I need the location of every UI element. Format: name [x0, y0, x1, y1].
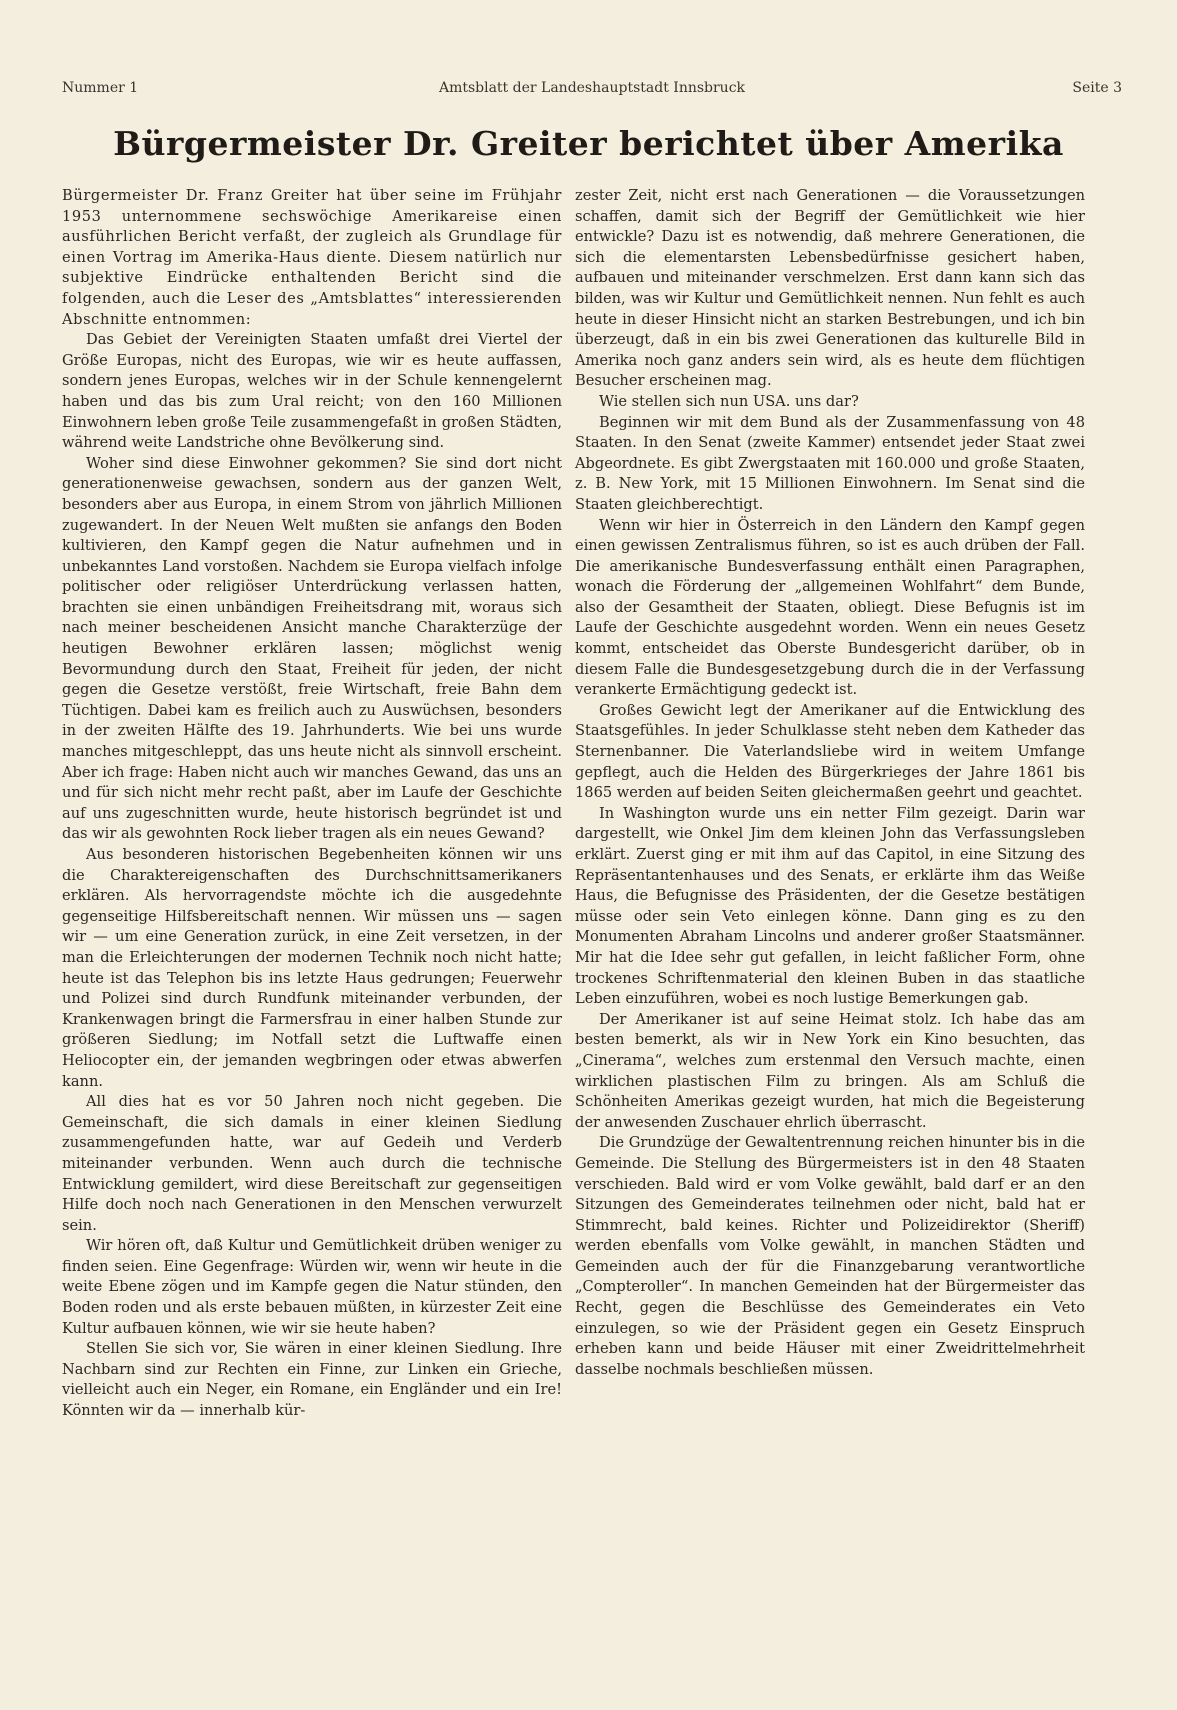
paragraph: Das Gebiet der Vereinigten Staaten umfaßt drei Viertel der Größe Europas, nicht des Europas, wie wir es heute auffassen, sondern jenes Europas, welches wir in der Schule kennengelernt haben und das bis zum Ural reicht; von den 160 Millionen Einwohnern leben große Teile zusammengefaßt in großen Städten, während weite Landstriche ohne Bevölkerung sind.: [62, 331, 562, 452]
paragraph: Großes Gewicht legt der Amerikaner auf die Entwicklung des Staatsgefühles. In jeder Schulklasse steht neben dem Katheder das Sternenbanner. Die Vaterlandsliebe wird in weitem Umfange gepflegt, auch die Helden des Bürgerkrieges der Jahre 1861 bis 1865 werden auf beiden Seiten gleichermaßen geehrt und geachtet.: [575, 701, 1085, 802]
issue-number: Nummer 1: [62, 80, 139, 96]
paragraph: All dies hat es vor 50 Jahren noch nicht gegeben. Die Gemeinschaft, die sich damals in einer kleinen Siedlung zusammengefunden hatte, war auf Gedeih und Verderb miteinander verbunden. Wenn auch durch die technische Entwicklung gemildert, wird diese Bereitschaft zur gegenseitigen Hilfe doch noch nach Generationen in den Menschen verwurzelt sein.: [62, 1093, 562, 1234]
page-number: Seite 3: [1072, 80, 1122, 96]
paragraph: Wie stellen sich nun USA. uns dar?: [599, 392, 859, 410]
right-column: [575, 186, 1085, 1380]
paragraph: Stellen Sie sich vor, Sie wären in einer kleinen Siedlung. Ihre Nachbarn sind zur Rechten ein Finne, zur Linken ein Grieche, vielleicht auch ein Neger, ein Romane, ein Engländer und ein Ire! Könnten wir da — innerhalb kür-: [62, 1340, 562, 1420]
paragraph: In Washington wurde uns ein netter Film gezeigt. Darin war dargestellt, wie Onkel Jim dem kleinen John das Verfassungsleben erklärt. Zuerst ging er mit ihm auf das Capitol, in eine Sitzung des Repräsentantenhauses und des Senats, er erklärte ihm das Weiße Haus, die Befugnisse des Präsidenten, der die Gesetze bestätigen müsse oder sein Veto einlegen könne. Dann ging es zu den Monumenten Abraham Lincolns und anderer großer Staatsmänner. Mir hat die Idee sehr gut gefallen, in leicht faßlicher Form, ohne trockenes Schriftenmaterial den kleinen Buben in das staatliche Leben einzuführen, wobei es noch lustige Bemerkungen gab.: [575, 804, 1085, 1008]
paragraph-continued: zester Zeit, nicht erst nach Generationen — die Voraussetzungen schaffen, damit sich der Begriff der Gemütlichkeit wie hier entwickle? Dazu ist es notwendig, daß mehrere Generationen, die sich die elementarsten Lebensbedürfnisse gesichert haben, aufbauen und miteinander verschmelzen. Erst dann kann sich das bilden, was wir Kultur und Gemütlichkeit nennen. Nun fehlt es auch heute in dieser Hinsicht nicht an starken Bestrebungen, und ich bin überzeugt, daß in ein bis zwei Generationen das kulturelle Bild in Amerika noch ganz anders sein wird, als es heute dem flüchtigen Besucher erscheinen mag.: [575, 187, 1085, 390]
left-column: [62, 186, 562, 1422]
paragraph: Beginnen wir mit dem Bund als der Zusammenfassung von 48 Staaten. In den Senat (zweite Kammer) entsendet jeder Staat zwei Abgeordnete. Es gibt Zwergstaaten mit 160.000 und große Staaten, z. B. New York, mit 15 Millionen Einwohnern. Im Senat sind die Staaten gleichberechtigt.: [575, 413, 1085, 513]
paragraph: Wir hören oft, daß Kultur und Gemütlichkeit drüben weniger zu finden seien. Eine Gegenfrage: Würden wir, wenn wir heute in die weite Ebene zögen und im Kampfe gegen die Natur stünden, den Boden roden und als erste bebauen müßten, in kürzester Zeit eine Kultur aufbauen können, wie wir sie heute haben?: [62, 1237, 562, 1337]
paragraph: Die Grundzüge der Gewaltentrennung reichen hinunter bis in die Gemeinde. Die Stellung des Bürgermeisters ist in den 48 Staaten verschieden. Bald wird er vom Volke gewählt, bald darf er an den Sitzungen des Gemeinderates teilnehmen oder nicht, bald hat er Stimmrecht, bald keines. Richter und Polizeidirektor (Sheriff) werden ebenfalls vom Volke gewählt, in manchen Städten und Gemeinden auch der für die Finanzgebarung verantwortliche „Compteroller“. In manchen Gemeinden hat der Bürgermeister das Recht, gegen die Beschlüsse des Gemeinderates ein Veto einzulegen, so wie der Präsident gegen ein Gesetz Einspruch erheben kann und beide Häuser mit einer Zweidrittelmehrheit dasselbe nochmals beschließen müssen.: [575, 1134, 1085, 1378]
paragraph: Wenn wir hier in Österreich in den Ländern den Kampf gegen einen gewissen Zentralismus führen, so ist es auch drüben der Fall. Die amerikanische Bundesverfassung enthält einen Paragraphen, wonach die Förderung der „allgemeinen Wohlfahrt“ dem Bunde, also der Gesamtheit der Staaten, obliegt. Diese Befugnis ist im Laufe der Geschichte ausgedehnt worden. Wenn ein neues Gesetz kommt, entscheidet das Oberste Bundesgericht darüber, ob in diesem Falle die Bundesgesetzgebung durch die in der Verfassung verankerte Ermächtigung gedeckt ist.: [575, 516, 1085, 699]
page-header: [62, 80, 1122, 100]
article-title: Bürgermeister Dr. Greiter berichtet über Amerika: [113, 124, 1064, 163]
intro-paragraph: Bürgermeister Dr. Franz Greiter hat über seine im Frühjahr 1953 unternommene sechswöchige Amerikareise einen ausführlichen Bericht verfaßt, der zugleich als Grundlage für einen Vortrag im Amerika-Haus diente. Diesem natürlich nur subjektive Eindrücke enthaltenden Bericht sind die folgenden, auch die Leser des „Amtsblattes“ interessierenden Abschnitte entnommen:: [62, 187, 562, 328]
paragraph: Der Amerikaner ist auf seine Heimat stolz. Ich habe das am besten bemerkt, als wir in New York ein Kino besuchten, das „Cinerama“, welches zum erstenmal den Versuch machte, einen wirklichen plastischen Film zu bringen. Als am Schluß die Schönheiten Amerikas gezeigt wurden, hat mich die Begeisterung der anwesenden Zuschauer ehrlich überrascht.: [575, 1010, 1085, 1131]
paragraph: Woher sind diese Einwohner gekommen? Sie sind dort nicht generationenweise gewachsen, sondern aus der ganzen Welt, besonders aber aus Europa, in einem Strom von jährlich Millionen zugewandert. In der Neuen Welt mußten sie anfangs den Boden kultivieren, den Kampf gegen die Natur aufnehmen und in unbekanntes Land vorstoßen. Nachdem sie Europa vielfach infolge politischer oder religiöser Unterdrückung verlassen hatten, brachten sie einen unbändigen Freiheitsdrang mit, woraus sich nach meiner bescheidenen Ansicht manche Charakterzüge der heutigen Bewohner erklären lassen; möglichst wenig Bevormundung durch den Staat, Freiheit für jeden, der nicht gegen die Gesetze verstößt, freie Wirtschaft, freie Bahn dem Tüchtigen. Dabei kam es freilich auch zu Auswüchsen, besonders in der zweiten Hälfte des 19. Jahrhunderts. Wie bei uns wurde manches mitgeschleppt, das uns heute nicht als sinnvoll erscheint. Aber ich frage: Haben nicht auch wir manches Gewand, das uns an und für sich nicht mehr recht paßt, aber im Laufe der Geschichte auf uns zugeschnitten wurde, heute historisch begründet ist und das wir als gewohnten Rock lieber tragen als ein neues Gewand?: [62, 454, 562, 843]
paragraph: Aus besonderen historischen Begebenheiten können wir uns die Charaktereigenschaften des Durchschnittsamerikaners erklären. Als hervorragendste möchte ich die ausgedehnte gegenseitige Hilfsbereitschaft nennen. Wir müssen uns — sagen wir — um eine Generation zurück, in eine Zeit versetzen, in der man die Erleichterungen der modernen Technik noch nicht hatte; heute ist das Telephon bis ins letzte Haus gedrungen; Feuerwehr und Polizei sind durch Rundfunk miteinander verbunden, der Krankenwagen bringt die Farmersfrau in einer halben Stunde zur größeren Siedlung; im Notfall setzt die Luftwaffe einen Heliocopter ein, der jemanden wegbringen oder etwas abwerfen kann.: [62, 846, 562, 1090]
publication-name: Amtsblatt der Landeshauptstadt Innsbruck: [438, 80, 746, 96]
